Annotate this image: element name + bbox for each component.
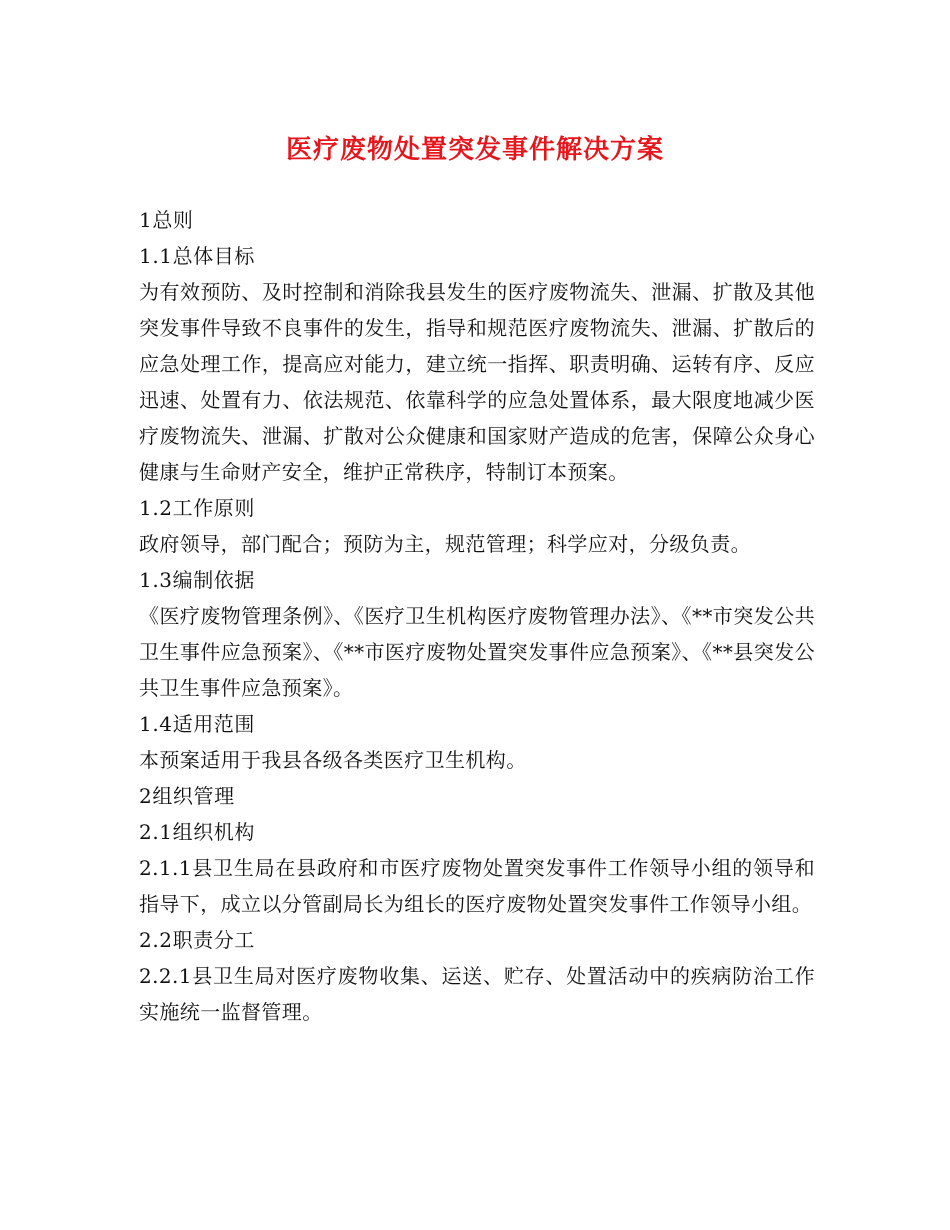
body-paragraph: 2.2.1县卫生局对医疗废物收集、运送、贮存、处置活动中的疾病防治工作实施统一监督管理。 (139, 964, 815, 1024)
section-heading: 1总则 (139, 208, 194, 232)
subsection-heading: 1.4适用范围 (139, 712, 256, 736)
subsection-heading: 1.2工作原则 (139, 496, 256, 520)
body-paragraph: 2.1.1县卫生局在县政府和市医疗废物处置突发事件工作领导小组的领导和指导下，成立以分管副局长为组长的医疗废物处置突发事件工作领导小组。 (139, 856, 815, 916)
subsection-heading: 2.2职责分工 (139, 928, 256, 952)
subsection-heading: 2.1组织机构 (139, 820, 256, 844)
body-paragraph: 《医疗废物管理条例》、《医疗卫生机构医疗废物管理办法》、《**市突发公共卫生事件应急预案》、《**市医疗废物处置突发事件应急预案》、《**县突发公共卫生事件应急预案》。 (139, 604, 815, 700)
section-heading: 2组织管理 (139, 784, 235, 808)
document-body (139, 202, 815, 1030)
subsection-heading: 1.3编制依据 (139, 568, 256, 592)
body-paragraph: 本预案适用于我县各级各类医疗卫生机构。 (139, 748, 527, 772)
body-paragraph: 政府领导，部门配合；预防为主，规范管理；科学应对，分级负责。 (139, 532, 751, 556)
subsection-heading: 1.1总体目标 (139, 244, 256, 268)
page-title: 医疗废物处置突发事件解决方案 (285, 135, 664, 165)
body-paragraph: 为有效预防、及时控制和消除我县发生的医疗废物流失、泄漏、扩散及其他突发事件导致不良事件的发生，指导和规范医疗废物流失、泄漏、扩散后的应急处理工作，提高应对能力，建立统一指挥、职责明确、运转有序、反应迅速、处置有力、依法规范、依靠科学的应急处置体系，最大限度地减少医疗废物流失、泄漏、扩散对公众健康和国家财产造成的危害，保障公众身心健康与生命财产安全，维护正常秩序，特制订本预案。 (139, 280, 815, 484)
